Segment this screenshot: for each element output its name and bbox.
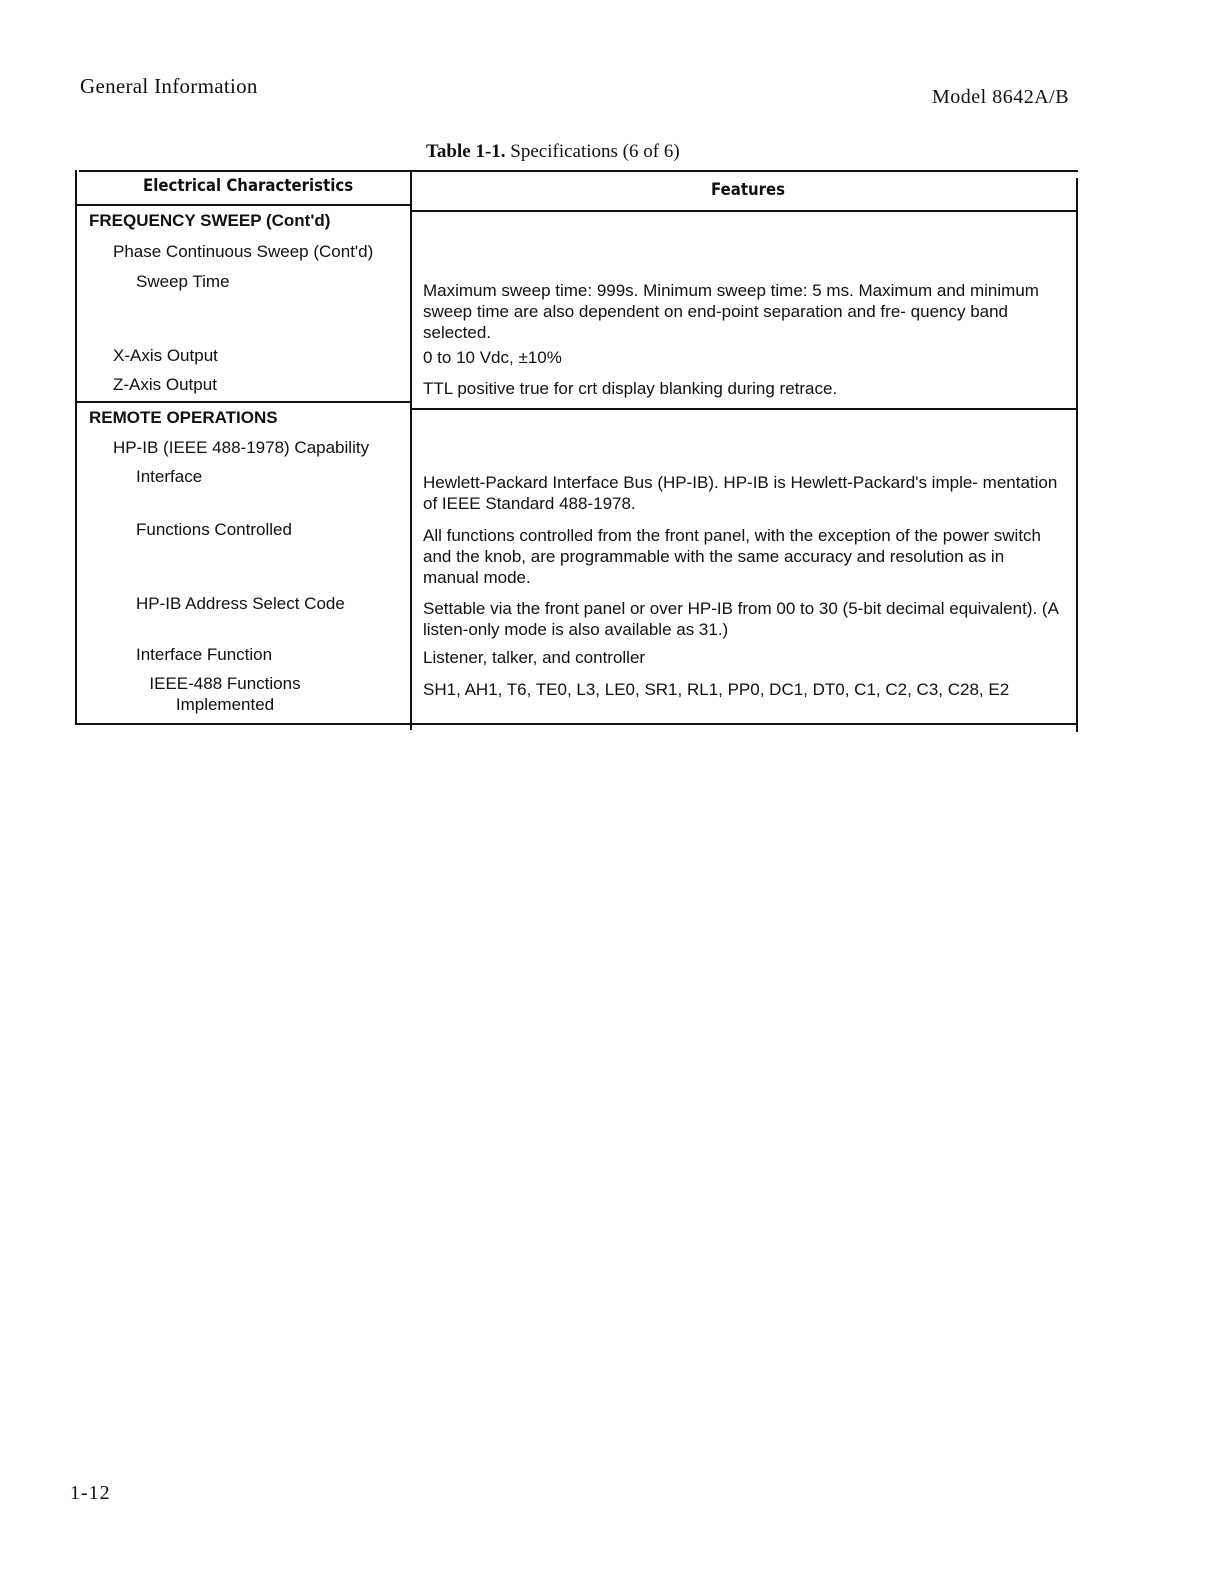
table-border-top xyxy=(79,170,1078,172)
section-rule-left xyxy=(75,401,412,403)
row-label: Sweep Time xyxy=(136,272,230,291)
row-label: Interface xyxy=(136,467,203,486)
row-label: HP-IB Address Select Code xyxy=(136,594,345,613)
table-border-right xyxy=(1076,178,1078,732)
row-value: Hewlett-Packard Interface Bus (HP-IB). HP-IB is Hewlett-Packard's imple- mentation of IEEE Standard 488-1978. xyxy=(423,473,1058,513)
row-label: Z-Axis Output xyxy=(113,375,217,394)
section-subheading: HP-IB (IEEE 488-1978) Capability xyxy=(113,438,370,457)
column-header-electrical-characteristics: Electrical Characteristics xyxy=(143,176,354,196)
running-header-left: General Information xyxy=(80,74,258,98)
table-border-bottom xyxy=(75,723,1078,725)
row-label: Functions Controlled xyxy=(136,520,292,539)
table-column-divider xyxy=(410,170,412,730)
row-value: Maximum sweep time: 999s. Minimum sweep time: 5 ms. Maximum and minimum sweep time are also dependent on end-point separation and fre- quency band selected. xyxy=(423,281,1039,342)
section-heading: REMOTE OPERATIONS xyxy=(89,408,278,427)
header-rule-left xyxy=(75,204,412,206)
page-number: 1-12 xyxy=(70,1482,111,1504)
row-value: 0 to 10 Vdc, ±10% xyxy=(423,348,562,367)
section-subheading: Phase Continuous Sweep (Cont'd) xyxy=(113,242,374,261)
specifications-table xyxy=(75,170,1078,732)
row-label: IEEE-488 Functions Implemented xyxy=(149,674,301,714)
running-header-right: Model 8642A/B xyxy=(932,86,1070,108)
table-title xyxy=(426,141,680,163)
row-label: X-Axis Output xyxy=(113,346,218,365)
row-value: All functions controlled from the front panel, with the exception of the power switch and the knob, are programmable with the same accuracy and resolution as in manual mode. xyxy=(423,526,1041,587)
row-value: TTL positive true for crt display blanking during retrace. xyxy=(423,379,838,398)
table-border-left xyxy=(75,170,77,725)
table-number: Table 1-1. xyxy=(426,141,506,162)
table-caption: Specifications (6 of 6) xyxy=(505,141,680,162)
column-header-features: Features xyxy=(711,180,786,200)
section-rule-right xyxy=(412,408,1078,410)
row-label: Interface Function xyxy=(136,645,273,664)
row-value: Settable via the front panel or over HP-IB from 00 to 30 (5-bit decimal equivalent). (A listen-only mode is also available as 31.) xyxy=(423,599,1058,639)
header-rule-right xyxy=(412,210,1078,212)
row-value: Listener, talker, and controller xyxy=(423,648,646,667)
section-heading: FREQUENCY SWEEP (Cont'd) xyxy=(89,211,331,230)
row-value: SH1, AH1, T6, TE0, L3, LE0, SR1, RL1, PP0, DC1, DT0, C1, C2, C3, C28, E2 xyxy=(423,680,1010,699)
